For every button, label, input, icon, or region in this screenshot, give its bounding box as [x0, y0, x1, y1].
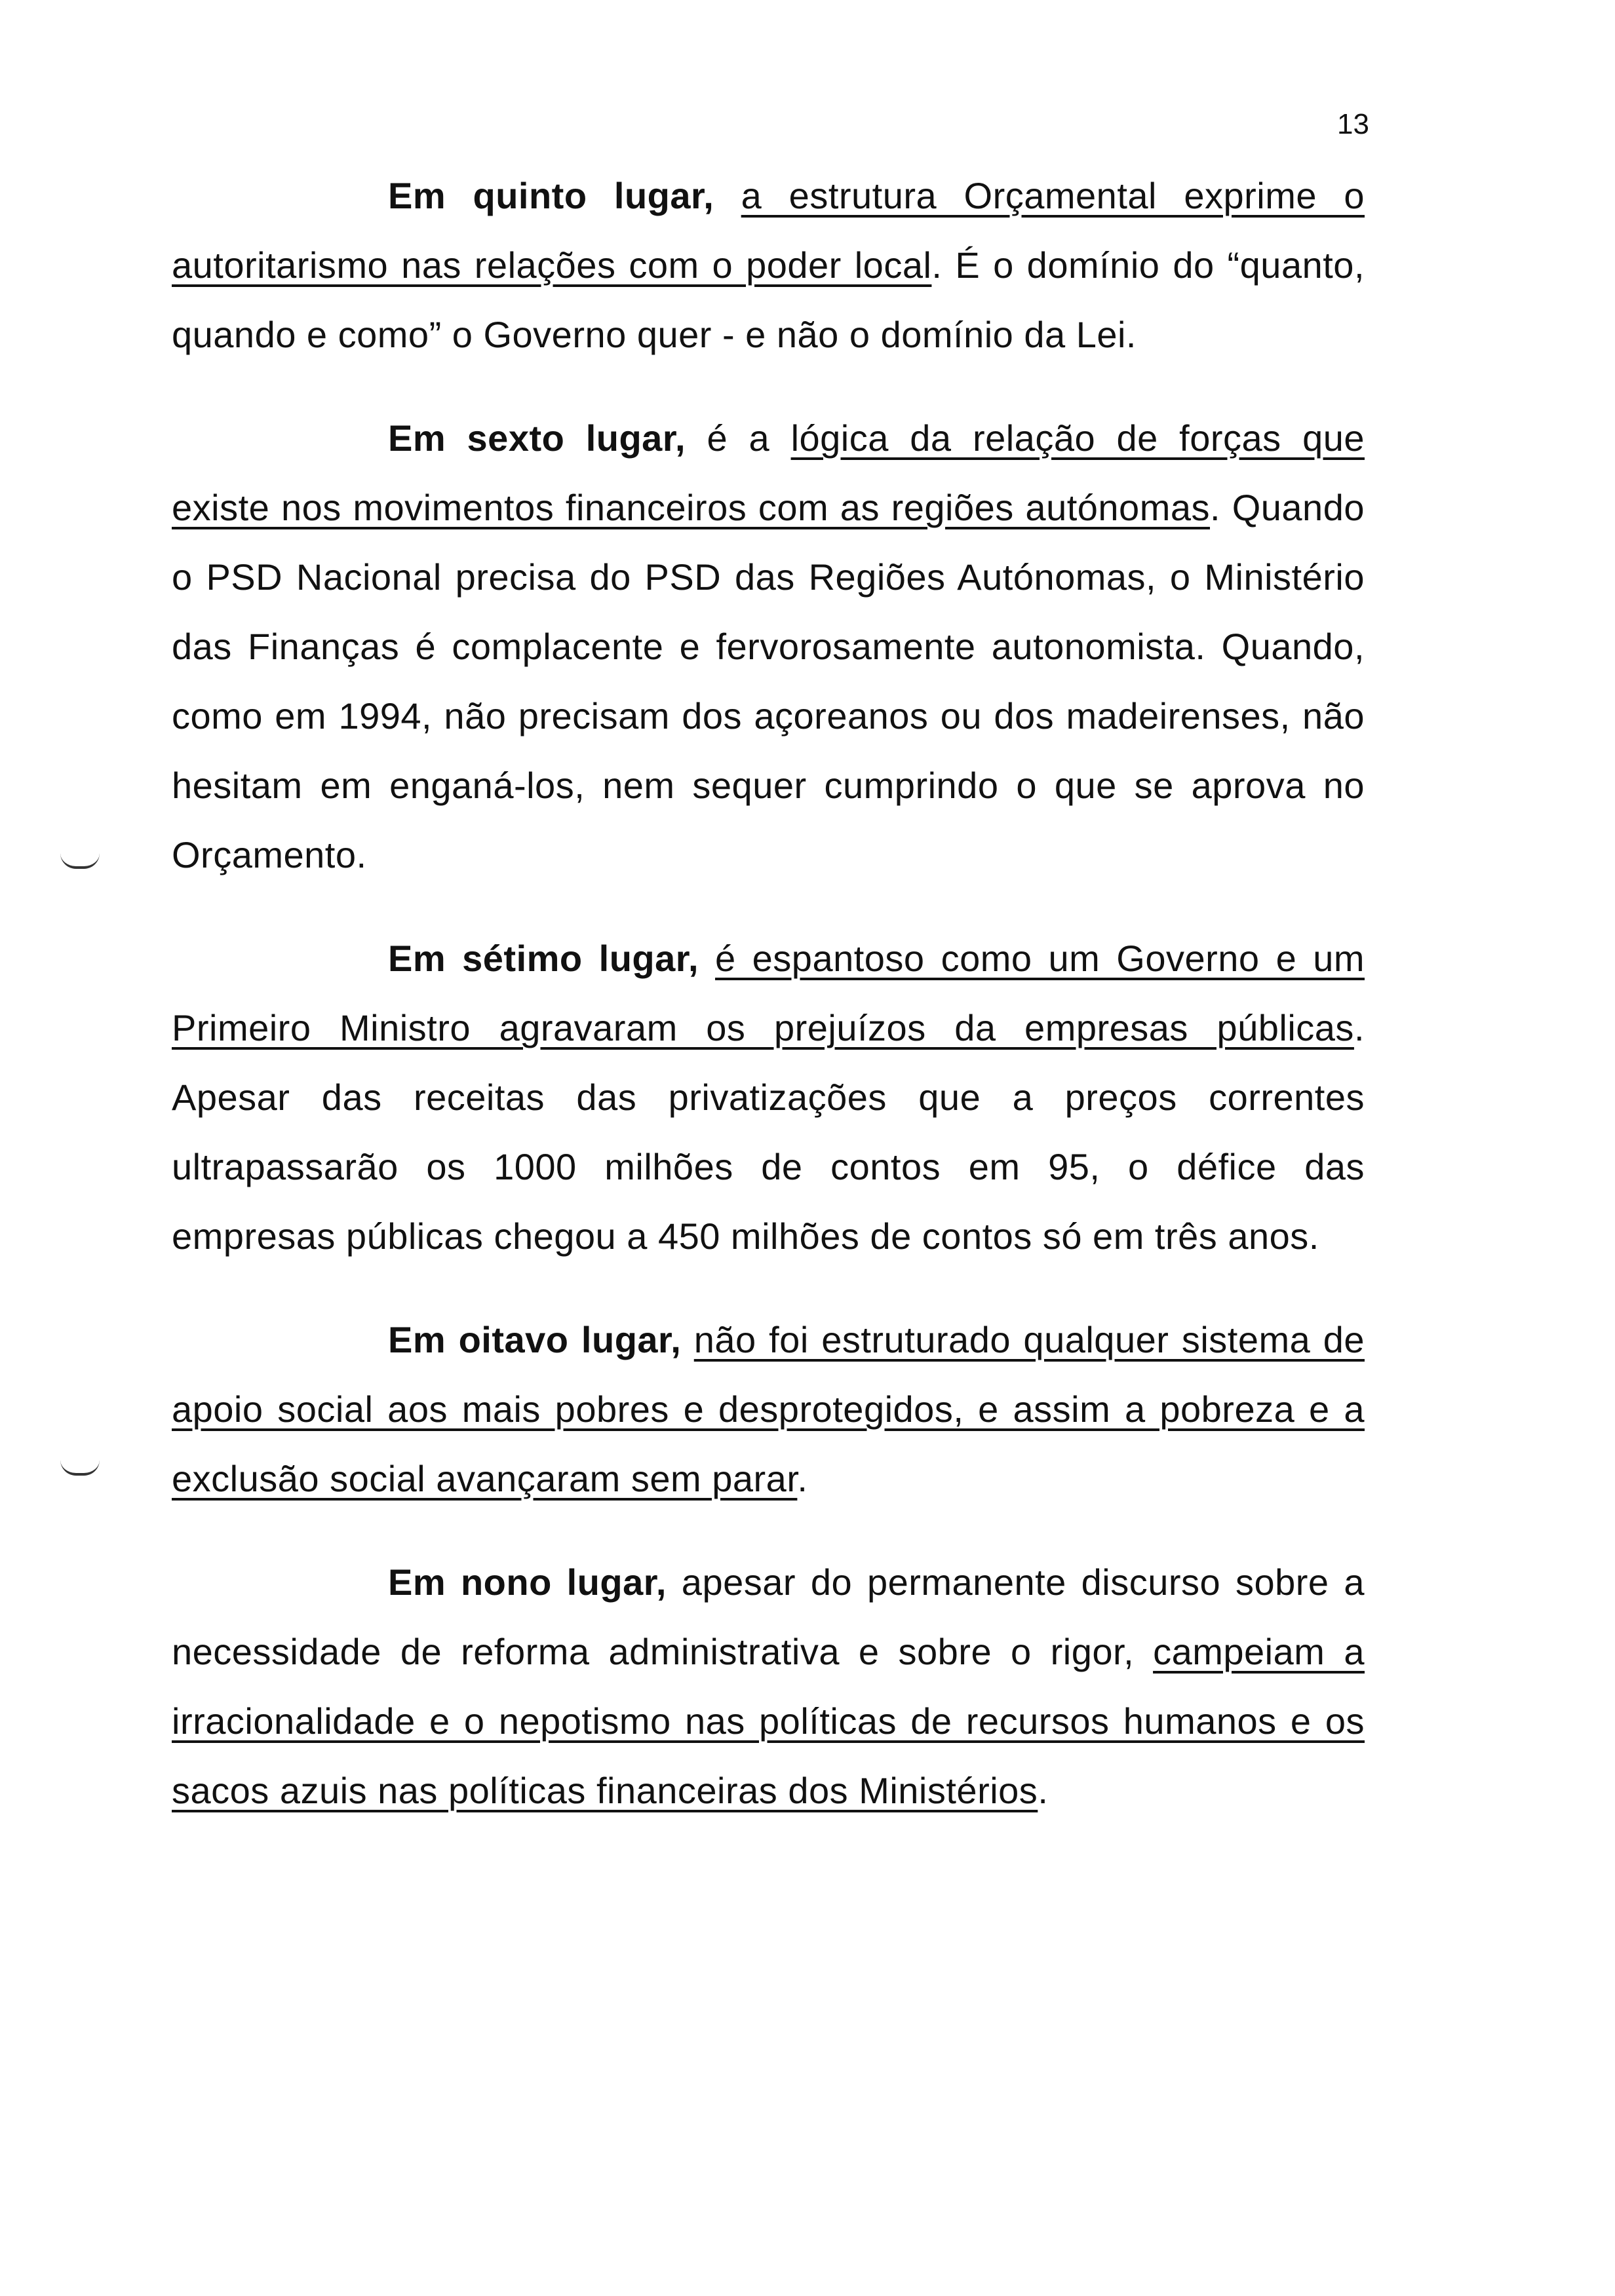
paragraph-text: . Quando o PSD Nacional precisa do PSD das Regiões Autónomas, o Ministério das Finanças é complacente e fervorosamente autonomista. Quando, como em 1994, não precisam dos açoreanos ou dos madeirenses, não hesitam em enganá-los, nem sequer cumprindo o que se aprova no Orçamento. — [172, 487, 1365, 875]
page-number: 13 — [1337, 108, 1369, 140]
underlined-text: é espantoso como um Governo e um Primeiro Ministro agravaram os prejuízos da empresas públicas — [172, 938, 1365, 1048]
underlined-text: lógica da relação de forças que existe nos movimentos financeiros com as regiões autónomas — [172, 417, 1365, 528]
paragraph-text: apesar do permanente discurso sobre a necessidade de reforma administrativa e sobre o rigor, — [172, 1561, 1365, 1672]
paragraph-oitavo — [172, 1305, 1365, 1514]
paragraph-quinto — [172, 161, 1365, 370]
paragraph-lead: Em quinto lugar, — [388, 175, 714, 216]
paragraph-lead: Em sétimo lugar, — [388, 938, 699, 979]
paragraph-nono — [172, 1548, 1365, 1826]
paragraph-text: . — [1038, 1770, 1049, 1811]
paragraph-lead: Em sexto lugar, — [388, 417, 686, 459]
paragraph-text — [699, 938, 715, 979]
underlined-text: campeiam a irracionalidade e o nepotismo nas políticas de recursos humanos e os sacos azuis nas políticas financeiras dos Ministérios — [172, 1631, 1365, 1811]
document-body — [172, 161, 1365, 1860]
paragraph-text: . É o domínio do “quanto, quando e como” o Governo quer - e não o domínio da Lei. — [172, 244, 1365, 355]
paragraph-lead: Em oitavo lugar, — [388, 1319, 682, 1360]
paragraph-text: . — [797, 1458, 808, 1499]
paragraph-setimo — [172, 924, 1365, 1271]
paragraph-sexto — [172, 404, 1365, 890]
underlined-text: a estrutura Orçamental exprime o autoritarismo nas relações com o poder local — [172, 175, 1365, 286]
margin-mark — [60, 853, 100, 869]
margin-mark — [60, 1460, 100, 1476]
paragraph-text: . Apesar das receitas das privatizações que a preços correntes ultrapassarão os 1000 milhões de contos em 95, o défice das empresas públicas chegou a 450 milhões de contos só em três anos. — [172, 1007, 1365, 1257]
underlined-text: não foi estruturado qualquer sistema de apoio social aos mais pobres e desprotegidos, e assim a pobreza e a exclusão social avançaram sem parar — [172, 1319, 1365, 1499]
paragraph-text: é a — [686, 417, 791, 459]
paragraph-lead: Em nono lugar, — [388, 1561, 667, 1603]
paragraph-text — [681, 1319, 693, 1360]
